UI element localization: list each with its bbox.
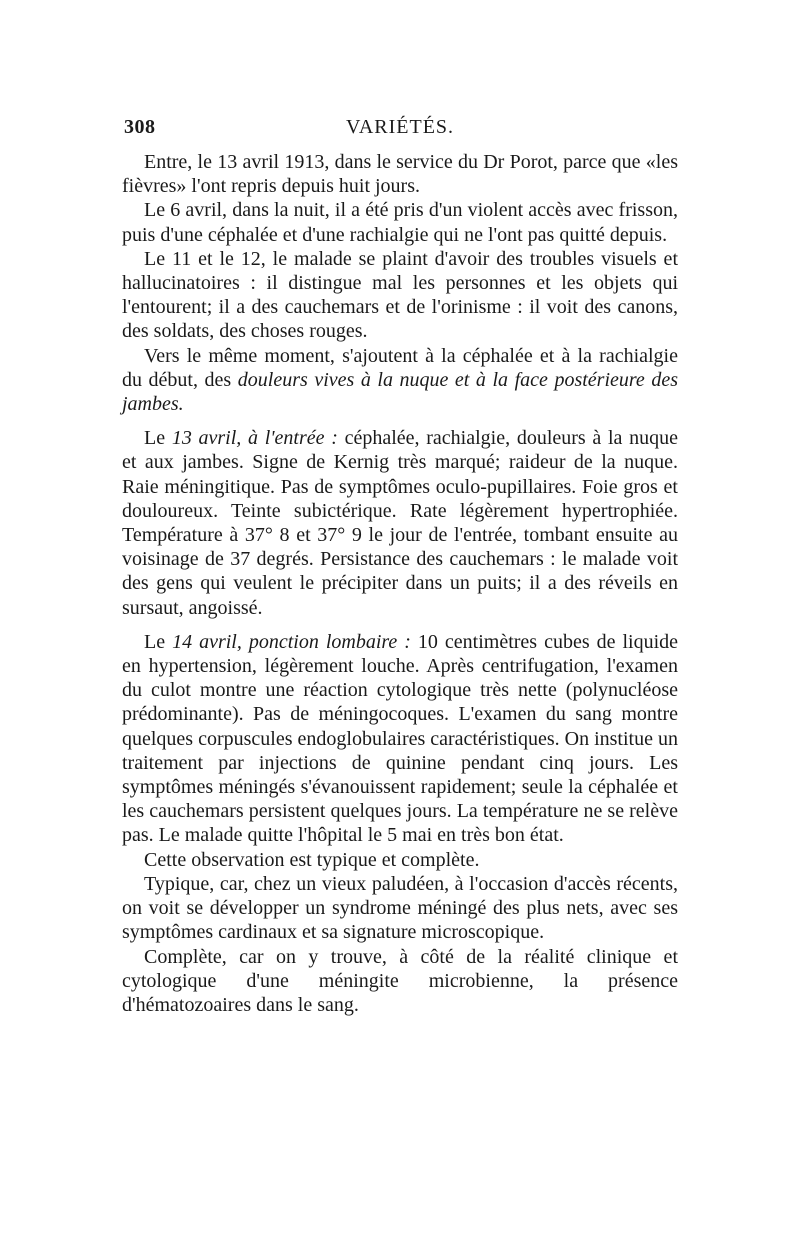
page-number: 308: [124, 116, 156, 138]
paragraph: [122, 198, 678, 246]
paragraph: [122, 150, 678, 198]
running-head: [124, 116, 676, 146]
text-run: céphalée, rachialgie, douleurs à la nuque et aux jambes. Signe de Kernig très marqué; raideur de la nuque. Raie méningitique. Pas de symptômes oculo-pupillaires. Foie gros et douloureux. Teinte subictérique. Rate légèrement hypertrophiée. Température à 37° 8 et 37° 9 le jour de l'entrée, tombant ensuite au voisinage de 37 degrés. Persistance des cauchemars : le malade voit des gens qui veulent le précipiter dans un puits; il a des réveils en sursaut, angoissé.: [122, 427, 679, 619]
text-run: Le 6 avril, dans la nuit, il a été pris d'un violent accès avec frisson, puis d'une céphalée et d'une rachialgie qui ne l'ont pas quitté depuis.: [122, 199, 678, 246]
text-run: Entre, le 13 avril 1913, dans le service du Dr Porot, parce que «les fièvres» l'ont repris depuis huit jours.: [122, 151, 678, 198]
italic-text: douleurs vives à la nuque et à la face postérieure des jambes.: [122, 368, 679, 416]
paragraph: [122, 426, 678, 620]
paragraph: [122, 247, 678, 344]
italic-text: 14 avril, ponction lombaire :: [172, 630, 411, 653]
paragraph: [122, 872, 678, 945]
text-run: Le 11 et le 12, le malade se plaint d'avoir des troubles visuels et hallucinatoires : il distingue mal les personnes et les objets qui l'entourent; il a des cauchemars et de l'orinisme : il voit des canons, des soldats, des choses rouges.: [122, 247, 678, 343]
text-run: Cette observation est typique et complète.: [144, 848, 480, 871]
body-text: [122, 150, 678, 1017]
paragraph: [122, 630, 678, 848]
italic-text: 13 avril, à l'entrée :: [171, 427, 338, 450]
paragraph: [122, 848, 678, 872]
section-title: VARIÉTÉS.: [345, 116, 455, 138]
text-run: Typique, car, chez un vieux paludéen, à l'occasion d'accès récents, on voit se développer un syndrome méningé des plus nets, avec ses symptômes cardinaux et sa signature microscopique.: [122, 872, 678, 944]
text-run: 10 centimètres cubes de liquide en hypertension, légèrement louche. Après centrifugation, l'examen du culot montre une réaction cytologique très nette (polynucléose prédominante). Pas de méningocoques. L'examen du sang montre quelques corpuscules endoglobulaires caractéristiques. On institue un traitement par injections de quinine pendant cinq jours. Les symptômes méningés s'évanouissent rapidement; seule la céphalée et les cauchemars persistent quelques jours. La température ne se relève pas. Le malade quitte l'hôpital le 5 mai en très bon état.: [122, 630, 679, 847]
paragraph: [122, 344, 678, 417]
text-run: Complète, car on y trouve, à côté de la réalité clinique et cytologique d'une méningite microbienne, la présence d'hématozoaires dans le sang.: [122, 945, 678, 1016]
text-run: Vers le même moment, s'ajoutent à la céphalée et à la rachialgie du début, des: [122, 344, 678, 391]
text-run: Le: [144, 630, 173, 653]
text-run: Le: [144, 427, 172, 450]
paragraph: [122, 945, 678, 1018]
